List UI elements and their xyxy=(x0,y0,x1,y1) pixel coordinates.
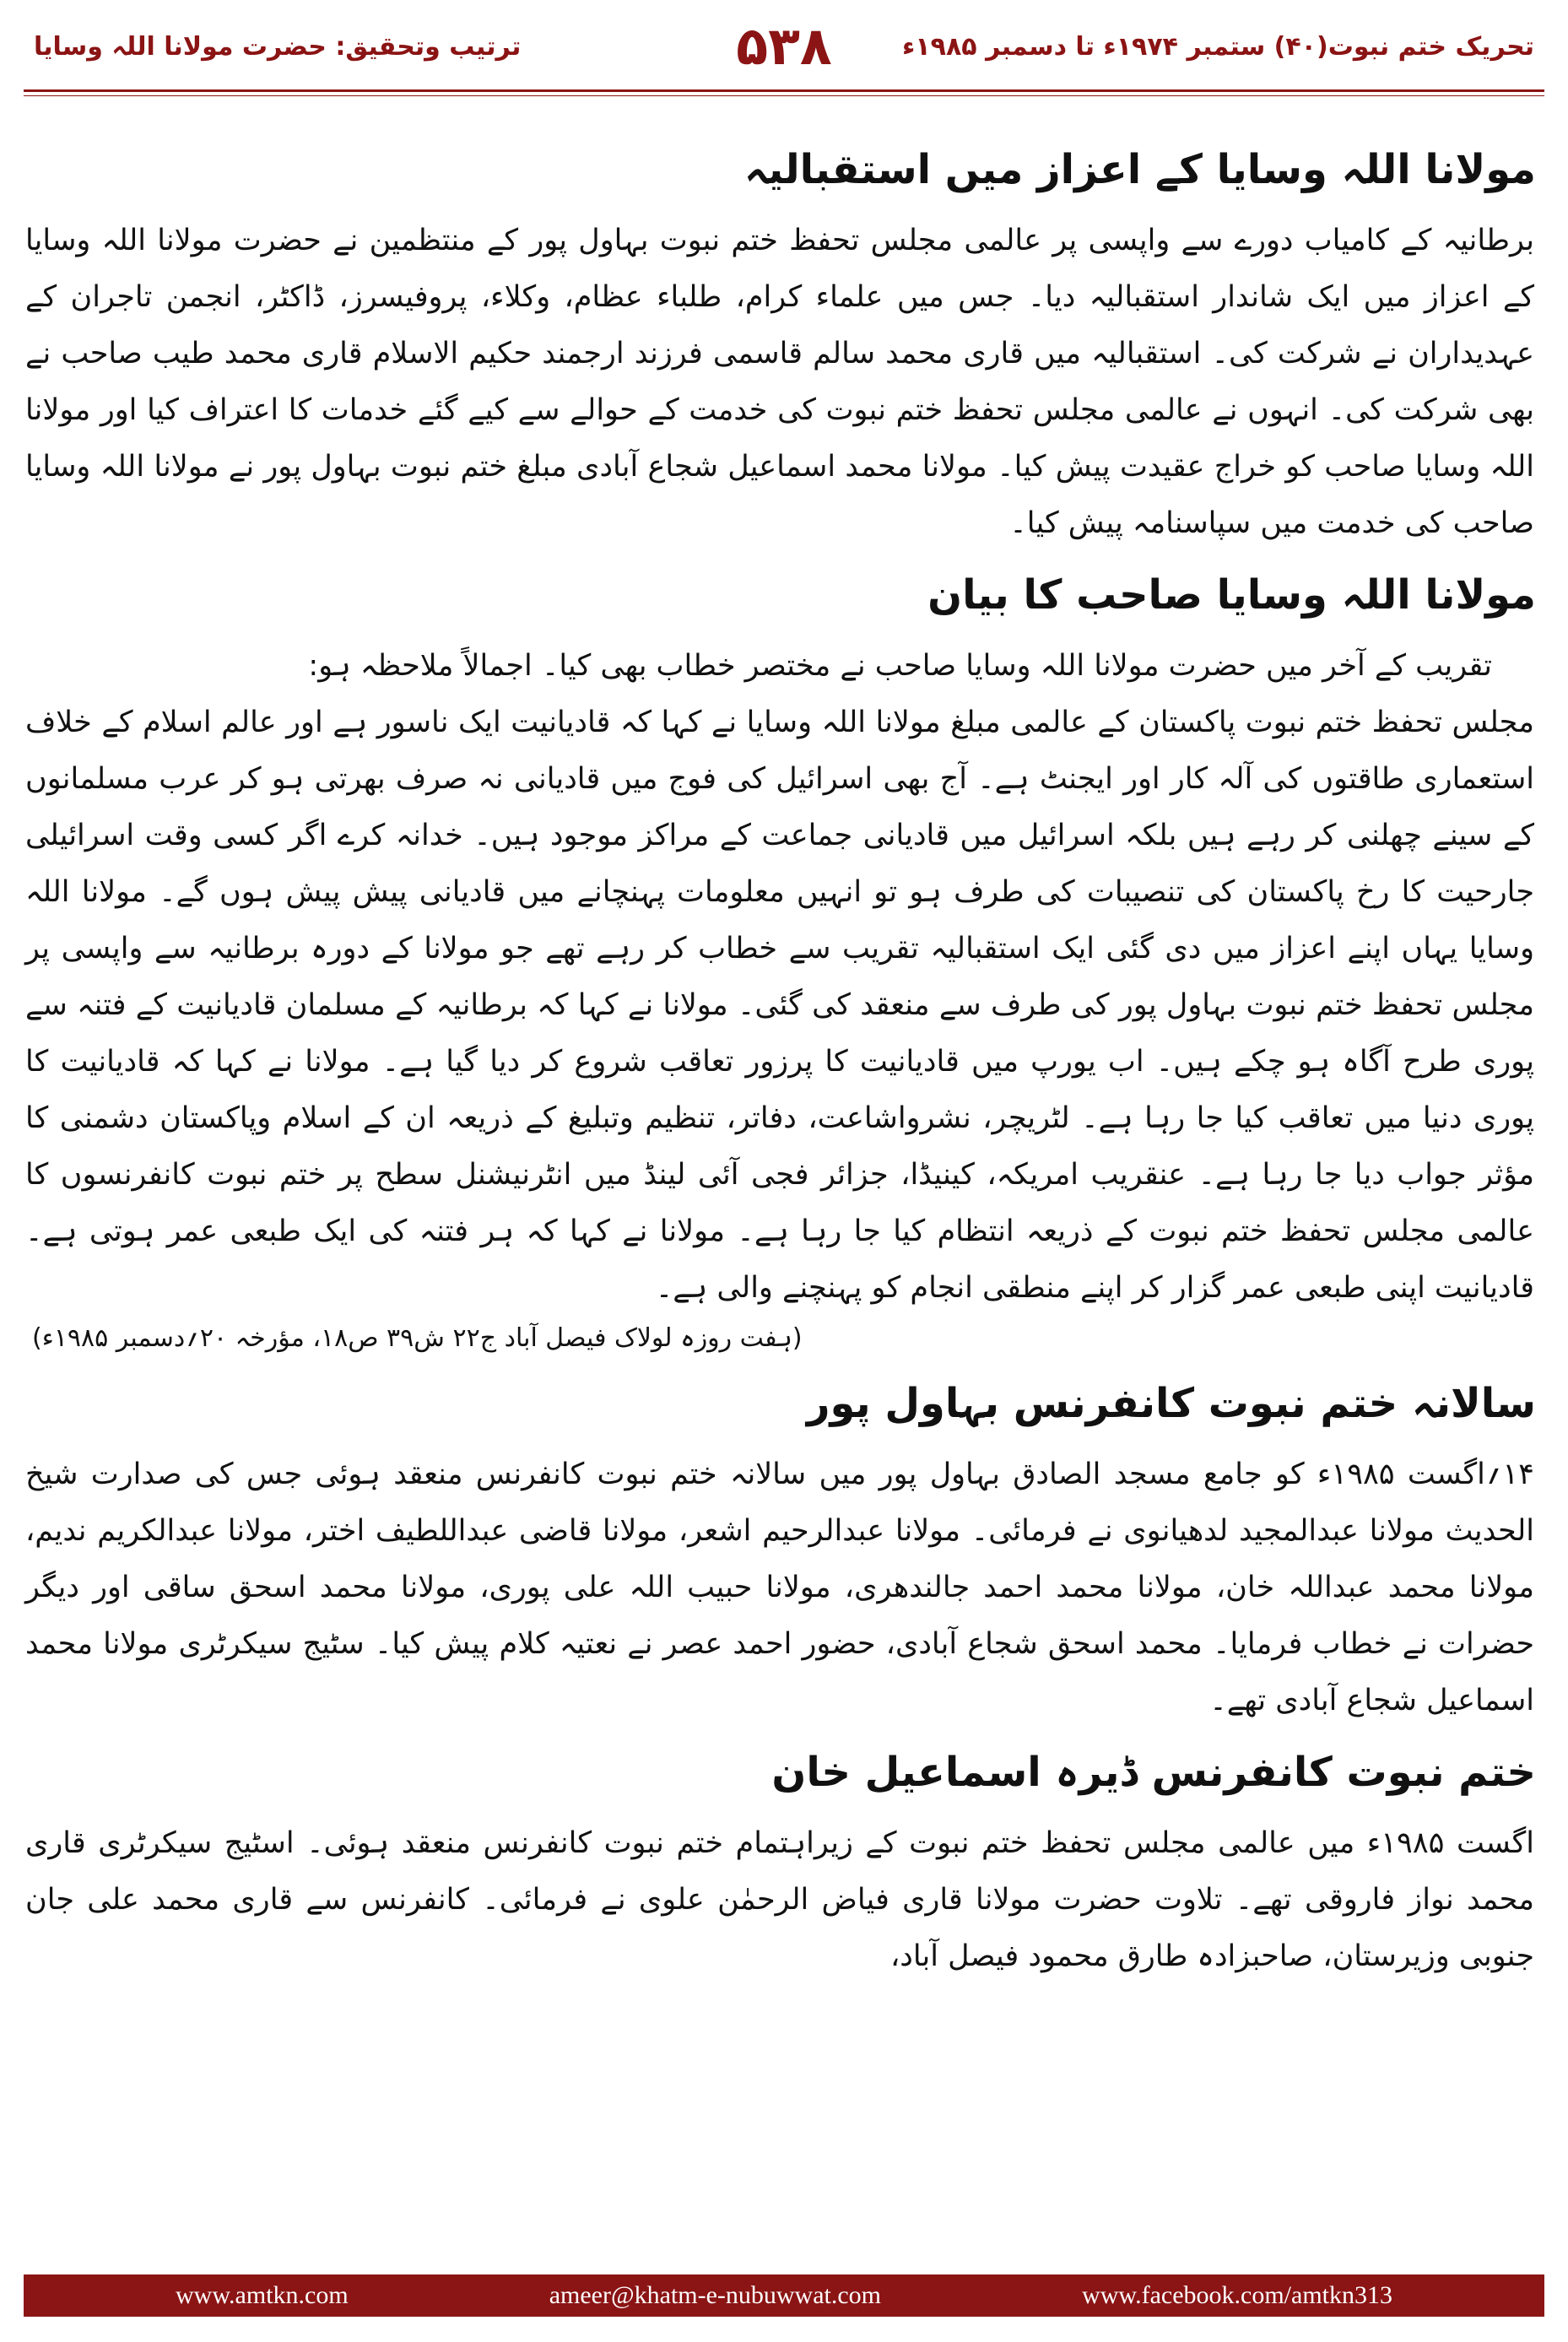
paragraph-dera-ismail-khan: اگست ۱۹۸۵ء میں عالمی مجلس تحفظ ختم نبوت کے زیراہتمام ختم نبوت کانفرنس منعقد ہوئی۔ اسٹیج سیکرٹری قاری محمد نواز فاروقی تھے۔ تلاوت حضرت مولانا قاری فیاض الرحمٰن علوی نے فرمائی۔ کانفرنس سے قاری محمد علی جان جنوبی وزیرستان، صاحبزادہ طارق محمود فیصل آباد، xyxy=(25,1826,1534,1973)
section-heading-dera-ismail-khan: ختم نبوت کانفرنس ڈیرہ اسماعیل خان xyxy=(771,1749,1536,1796)
paragraph-statement-intro: تقریب کے آخر میں حضرت مولانا اللہ وسایا صاحب نے مختصر خطاب بھی کیا۔ اجمالاً ملاحظہ ہو: xyxy=(308,649,1492,683)
paragraph-reception: برطانیہ کے کامیاب دورے سے واپسی پر عالمی مجلس تحفظ ختم نبوت بہاول پور کے منتظمین نے حضرت مولانا اللہ وسایا کے اعزاز میں ایک شاندار استقبالیہ دیا۔ جس میں علماء کرام، طلباء عظام، وکلاء، پروفیسرز، ڈاکٹر، انجمن تاجران کے عہدیداران نے شرکت کی۔ استقبالیہ میں قاری محمد سالم قاسمی فرزند ارجمند حکیم الاسلام قاری محمد طیب صاحب نے بھی شرکت کی۔ انہوں نے عالمی مجلس تحفظ ختم نبوت کی خدمت کے حوالے سے کیے گئے خدمات کا اعتراف کیا اور مولانا اللہ وسایا صاحب کو خراج عقیدت پیش کیا۔ مولانا محمد اسماعیل شجاع آبادی مبلغ ختم نبوت بہاول پور نے مولانا اللہ وسایا صاحب کی خدمت میں سپاسنامہ پیش کیا۔ xyxy=(25,224,1534,540)
citation-source: (ہفت روزہ لولاک فیصل آباد ج۲۲ ش۳۹ ص۱۸، مؤرخہ ۲۰؍دسمبر ۱۹۸۵ء) xyxy=(32,1323,803,1353)
paragraph-statement-body: مجلس تحفظ ختم نبوت پاکستان کے عالمی مبلغ مولانا اللہ وسایا نے کہا کہ قادیانیت ایک ناسور ہے اور عالم اسلام کے خلاف استعماری طاقتوں کی آلہ کار اور ایجنٹ ہے۔ آج بھی اسرائیل کی فوج میں قادیانی نہ صرف بھرتی ہو کر عرب مسلمانوں کے سینے چھلنی کر رہے ہیں بلکہ اسرائیل میں قادیانی جماعت کے مراکز موجود ہیں۔ خدانہ کرے اگر کسی وقت اسرائیلی جارحیت کا رخ پاکستان کی تنصیبات کی طرف ہو تو انہیں معلومات پہنچانے میں قادیانی پیش پیش ہوں گے۔ مولانا اللہ وسایا یہاں اپنے اعزاز میں دی گئی ایک استقبالیہ تقریب سے خطاب کر رہے تھے جو مولانا کے دورہ برطانیہ سے واپسی پر مجلس تحفظ ختم نبوت بہاول پور کی طرف سے منعقد کی گئی۔ مولانا نے کہا کہ برطانیہ کے مسلمان قادیانیت کے فتنہ سے پوری طرح آگاہ ہو چکے ہیں۔ اب یورپ میں قادیانیت کا پرزور تعاقب شروع کر دیا گیا ہے۔ مولانا نے کہا کہ قادیانیت کا پوری دنیا میں تعاقب کیا جا رہا ہے۔ لٹریچر، نشرواشاعت، دفاتر، تنظیم وتبلیغ کے ذریعہ ان کے اسلام وپاکستان دشمنی کا مؤثر جواب دیا جا رہا ہے۔ عنقریب امریکہ، کینیڈا، جزائر فجی آئی لینڈ میں انٹرنیشنل سطح پر ختم نبوت کانفرنسوں کا عالمی مجلس تحفظ ختم نبوت کے ذریعہ انتظام کیا جا رہا ہے۔ مولانا نے کہا کہ ہر فتنہ کی ایک طبعی عمر ہوتی ہے۔ قادیانیت اپنی طبعی عمر گزار کر اپنے منطقی انجام کو پہنچنے والی ہے۔ xyxy=(25,706,1534,1305)
page-footer xyxy=(24,2274,1544,2317)
paragraph-bahawalpur-conference: ۱۴؍اگست ۱۹۸۵ء کو جامع مسجد الصادق بہاول پور میں سالانہ ختم نبوت کانفرنس منعقد ہوئی جس کی صدارت شیخ الحدیث مولانا عبدالمجید لدھیانوی نے فرمائی۔ مولانا عبدالرحیم اشعر، مولانا قاضی عبداللطیف اختر، مولانا عبدالکریم ندیم، مولانا محمد عبداللہ خان، مولانا محمد احمد جالندھری، مولانا حبیب اللہ علی پوری، مولانا محمد اسحق ساقی اور دیگر حضرات نے خطاب فرمایا۔ محمد اسحق شجاع آبادی، حضور احمد عصر نے نعتیہ کلام پیش کیا۔ سٹیج سیکرٹری مولانا محمد اسماعیل شجاع آبادی تھے۔ xyxy=(25,1458,1534,1717)
section-heading-bahawalpur-conference: سالانہ ختم نبوت کانفرنس بہاول پور xyxy=(806,1380,1536,1427)
page-body xyxy=(25,127,1543,1985)
footer-facebook-link[interactable]: www.facebook.com/amtkn313 xyxy=(1082,2281,1392,2309)
header-book-title: تحریک ختم نبوت(۴۰) ستمبر ۱۹۷۴ء تا دسمبر ۱۹۸۵ء xyxy=(902,32,1534,62)
section-heading-reception: مولانا اللہ وسایا کے اعزاز میں استقبالیہ xyxy=(743,146,1536,193)
footer-website-link[interactable]: www.amtkn.com xyxy=(176,2281,349,2309)
header-divider xyxy=(24,89,1544,92)
header-divider-thin xyxy=(24,95,1544,96)
footer-email-link[interactable]: ameer@khatm-e-nubuwwat.com xyxy=(549,2281,882,2309)
header-compiler-credit: ترتیب وتحقیق: حضرت مولانا اللہ وسایا xyxy=(34,32,522,62)
page-number: ۵۳۸ xyxy=(736,15,832,77)
page-header xyxy=(0,0,1568,127)
section-heading-statement: مولانا اللہ وسایا صاحب کا بیان xyxy=(927,571,1536,619)
